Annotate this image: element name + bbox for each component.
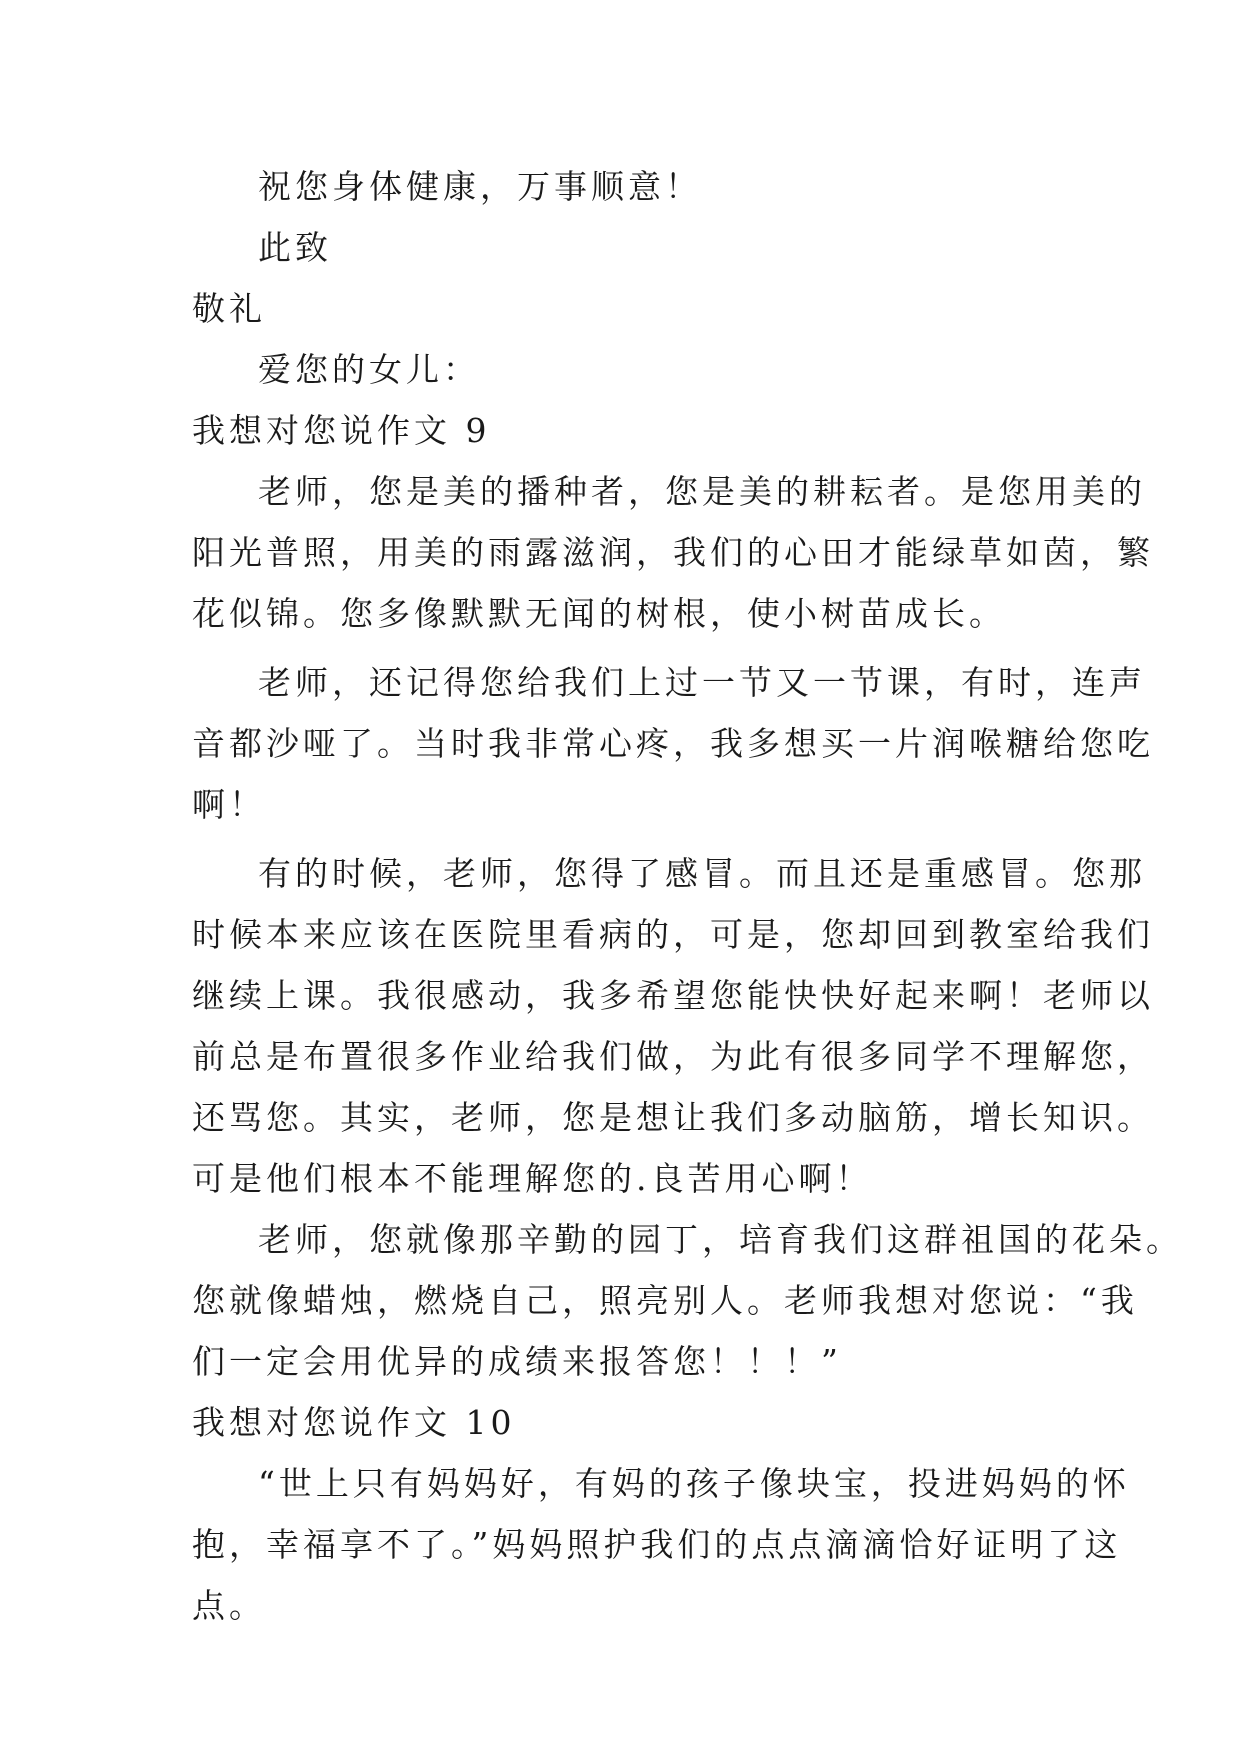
paragraph-line: 可是他们根本不能理解您的.良苦用心啊！ <box>192 1159 873 1198</box>
paragraph-line: 点。 <box>192 1586 266 1625</box>
essay-9-paragraph-4 <box>192 1209 1183 1392</box>
paragraph-line: 时候本来应该在医院里看病的，可是，您却回到教室给我们 <box>192 915 1154 954</box>
essay-10-paragraph-1 <box>192 1453 1130 1636</box>
paragraph-line: 音都沙哑了。当时我非常心疼，我多想买一片润喉糖给您吃 <box>192 724 1154 763</box>
paragraph-line: 有的时候，老师，您得了感冒。而且还是重感冒。您那 <box>258 854 1146 893</box>
paragraph-line: 老师，您是美的播种者，您是美的耕耘者。是您用美的 <box>258 472 1146 511</box>
paragraph-line: 还骂您。其实，老师，您是想让我们多动脑筋，增长知识。 <box>192 1098 1154 1137</box>
paragraph-line: 花似锦。您多像默默无闻的树根，使小树苗成长。 <box>192 594 1006 633</box>
paragraph-line: 您就像蜡烛，燃烧自己，照亮别人。老师我想对您说：“我 <box>192 1281 1138 1320</box>
essay-10-title: 我想对您说作文 10 <box>192 1403 516 1442</box>
paragraph-line: 前总是布置很多作业给我们做，为此有很多同学不理解您， <box>192 1037 1154 1076</box>
document-body <box>192 156 1183 1636</box>
essay-9-title: 我想对您说作文 9 <box>192 411 491 450</box>
paragraph-line: 抱，幸福享不了。”妈妈照护我们的点点滴滴恰好证明了这 <box>192 1525 1122 1564</box>
paragraph-line: 老师，您就像那辛勤的园丁，培育我们这群祖国的花朵。 <box>258 1220 1183 1259</box>
closing-respect: 敬礼 <box>192 289 266 328</box>
paragraph-line: 啊！ <box>192 785 266 824</box>
closing-wish: 祝您身体健康，万事顺意！ <box>258 167 702 206</box>
closing-signature: 爱您的女儿： <box>258 350 480 389</box>
paragraph-line: “世上只有妈妈好，有妈的孩子像块宝，投进妈妈的怀 <box>258 1464 1130 1503</box>
paragraph-line: 继续上课。我很感动，我多希望您能快快好起来啊！老师以 <box>192 976 1154 1015</box>
essay-9-paragraph-3 <box>192 843 1154 1209</box>
closing-salute: 此致 <box>258 228 332 267</box>
paragraph-line: 阳光普照，用美的雨露滋润，我们的心田才能绿草如茵，繁 <box>192 533 1154 572</box>
paragraph-line: 老师，还记得您给我们上过一节又一节课，有时，连声 <box>258 663 1146 702</box>
essay-9-paragraph-1 <box>192 461 1154 644</box>
essay-9-paragraph-2 <box>192 652 1154 835</box>
paragraph-line: 们一定会用优异的成绩来报答您！！！” <box>192 1342 842 1381</box>
